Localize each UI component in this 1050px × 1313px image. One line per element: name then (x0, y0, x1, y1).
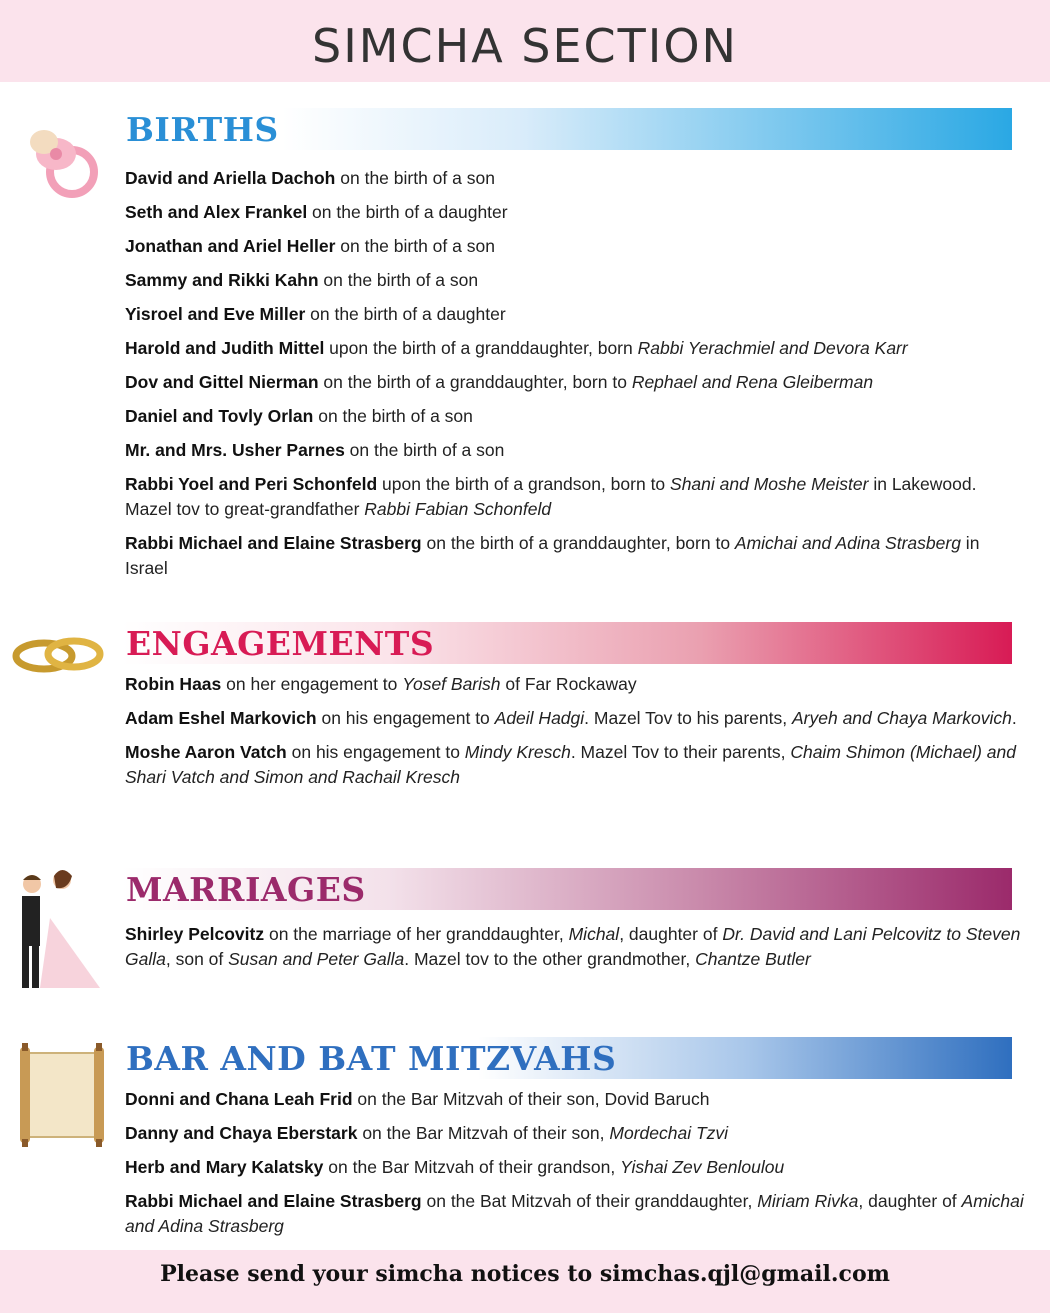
engagements-entries (125, 672, 1025, 799)
rings-icon (8, 628, 108, 683)
entry-item (125, 672, 1025, 697)
entry-item (125, 268, 1025, 293)
entry-italic: Mordechai Tzvi (609, 1123, 729, 1143)
entry-text: on the birth of a son (335, 168, 495, 188)
entry-item (125, 706, 1025, 731)
entry-name: Robin Haas (125, 674, 222, 694)
entry-name: Jonathan and Ariel Heller (125, 236, 336, 256)
entry-item (125, 404, 1025, 429)
entry-name: Dov and Gittel Nierman (125, 372, 319, 392)
entry-italic: Miriam Rivka (757, 1191, 859, 1211)
entry-text: on the birth of a daughter (307, 202, 508, 222)
entry-name: Rabbi Michael and Elaine Strasberg (125, 1191, 422, 1211)
entry-italic: Chantze Butler (695, 949, 811, 969)
pacifier-icon (22, 120, 104, 207)
engagements-title: ENGAGEMENTS (126, 624, 435, 663)
entry-text: on the Bar Mitzvah of their grandson, (323, 1157, 621, 1177)
entry-item (125, 531, 1025, 581)
entry-item (125, 922, 1025, 972)
entry-text: , daughter of (619, 924, 723, 944)
entry-text: on the marriage of her granddaughter, (264, 924, 569, 944)
entry-text: on the Bat Mitzvah of their granddaughter, (421, 1191, 758, 1211)
entry-text: in Lakewood. Mazel tov to great-grandfather (125, 474, 977, 519)
entry-text: . Mazel Tov to his parents, (584, 708, 792, 728)
entry-name: Danny and Chaya Eberstark (125, 1123, 358, 1143)
entry-name: Yisroel and Eve Miller (125, 304, 306, 324)
entry-name: Rabbi Michael and Elaine Strasberg (125, 533, 422, 553)
entry-text: . (1011, 708, 1017, 728)
entry-text: on his engagement to (286, 742, 465, 762)
entry-italic: Shani and Moshe Meister (670, 474, 869, 494)
marriages-banner (122, 868, 1012, 910)
entry-italic: Rabbi Yerachmiel and Devora Karr (637, 338, 908, 358)
entry-item (125, 302, 1025, 327)
entry-italic: Yishai Zev Benloulou (620, 1157, 785, 1177)
marriages-title: MARRIAGES (126, 870, 366, 909)
entry-item (125, 336, 1025, 361)
entry-text: on the birth of a granddaughter, born to (421, 533, 735, 553)
entry-text: on the Bar Mitzvah of their son, Dovid Baruch (352, 1089, 710, 1109)
entry-item (125, 166, 1025, 191)
entry-item (125, 472, 1025, 522)
entry-text: in Israel (125, 533, 980, 578)
entry-item (125, 1189, 1025, 1239)
entry-text: . Mazel tov to the other grandmother, (404, 949, 696, 969)
entry-name: Herb and Mary Kalatsky (125, 1157, 324, 1177)
entry-text: on her engagement to (221, 674, 403, 694)
entry-name: Shirley Pelcovitz (125, 924, 265, 944)
entry-text: upon the birth of a granddaughter, born (324, 338, 638, 358)
entry-italic: Amichai and Adina Strasberg (734, 533, 961, 553)
entry-text: on the birth of a son (344, 440, 505, 460)
entry-italic: Mindy Kresch (464, 742, 571, 762)
entry-item (125, 1155, 1025, 1180)
mitzvahs-entries (125, 1087, 1025, 1248)
entry-text: upon the birth of a grandson, born to (377, 474, 671, 494)
entry-item (125, 740, 1025, 790)
mitzvahs-banner (122, 1037, 1012, 1079)
entry-text: . Mazel Tov to their parents, (570, 742, 791, 762)
entry-name: Sammy and Rikki Kahn (125, 270, 319, 290)
footer (0, 1250, 1050, 1313)
entry-italic: Yosef Barish (402, 674, 501, 694)
entry-item (125, 438, 1025, 463)
entry-italic: Michal (568, 924, 620, 944)
entry-text: on his engagement to (316, 708, 495, 728)
entry-italic: Rephael and Rena Gleiberman (631, 372, 874, 392)
entry-item (125, 200, 1025, 225)
births-banner (122, 108, 1012, 150)
entry-italic: Susan and Peter Galla (228, 949, 405, 969)
couple-icon (10, 858, 110, 1003)
entry-text: of Far Rockaway (500, 674, 637, 694)
entry-name: Rabbi Yoel and Peri Schonfeld (125, 474, 378, 494)
page-title: SIMCHA SECTION (312, 19, 738, 73)
engagements-banner (122, 622, 1012, 664)
entry-text: , daughter of (858, 1191, 962, 1211)
entry-text: on the Bar Mitzvah of their son, (357, 1123, 610, 1143)
entry-item (125, 370, 1025, 395)
entry-name: Moshe Aaron Vatch (125, 742, 287, 762)
entry-text: on the birth of a daughter (305, 304, 506, 324)
entry-italic: Aryeh and Chaya Markovich (792, 708, 1012, 728)
marriages-entries (125, 922, 1025, 981)
entry-name: Harold and Judith Mittel (125, 338, 325, 358)
page-header (0, 0, 1050, 82)
entry-italic: Dr. David and Lani Pelcovitz to Steven Galla (125, 924, 1021, 969)
entry-item (125, 1121, 1025, 1146)
entry-name: Adam Eshel Markovich (125, 708, 317, 728)
entry-italic: Rabbi Fabian Schonfeld (364, 499, 552, 519)
mitzvahs-title: BAR AND BAT MITZVAHS (126, 1039, 617, 1078)
entry-text: on the birth of a granddaughter, born to (318, 372, 632, 392)
entry-name: David and Ariella Dachoh (125, 168, 336, 188)
entry-name: Donni and Chana Leah Frid (125, 1089, 353, 1109)
footer-text: Please send your simcha notices to simchas.qjl@gmail.com (160, 1261, 890, 1287)
entry-text: , son of (165, 949, 229, 969)
entry-name: Seth and Alex Frankel (125, 202, 308, 222)
entry-italic: Chaim Shimon (Michael) and Shari Vatch and Simon and Rachail Kresch (125, 742, 1016, 787)
births-entries (125, 166, 1025, 590)
entry-italic: Adeil Hadgi (494, 708, 585, 728)
births-title: BIRTHS (126, 110, 279, 149)
entry-item (125, 234, 1025, 259)
scroll-icon (14, 1043, 110, 1152)
entry-item (125, 1087, 1025, 1112)
entry-text: on the birth of a son (313, 406, 473, 426)
entry-text: on the birth of a son (335, 236, 495, 256)
entry-name: Mr. and Mrs. Usher Parnes (125, 440, 345, 460)
entry-name: Daniel and Tovly Orlan (125, 406, 314, 426)
entry-italic: Amichai and Adina Strasberg (125, 1191, 1024, 1236)
entry-text: on the birth of a son (318, 270, 479, 290)
